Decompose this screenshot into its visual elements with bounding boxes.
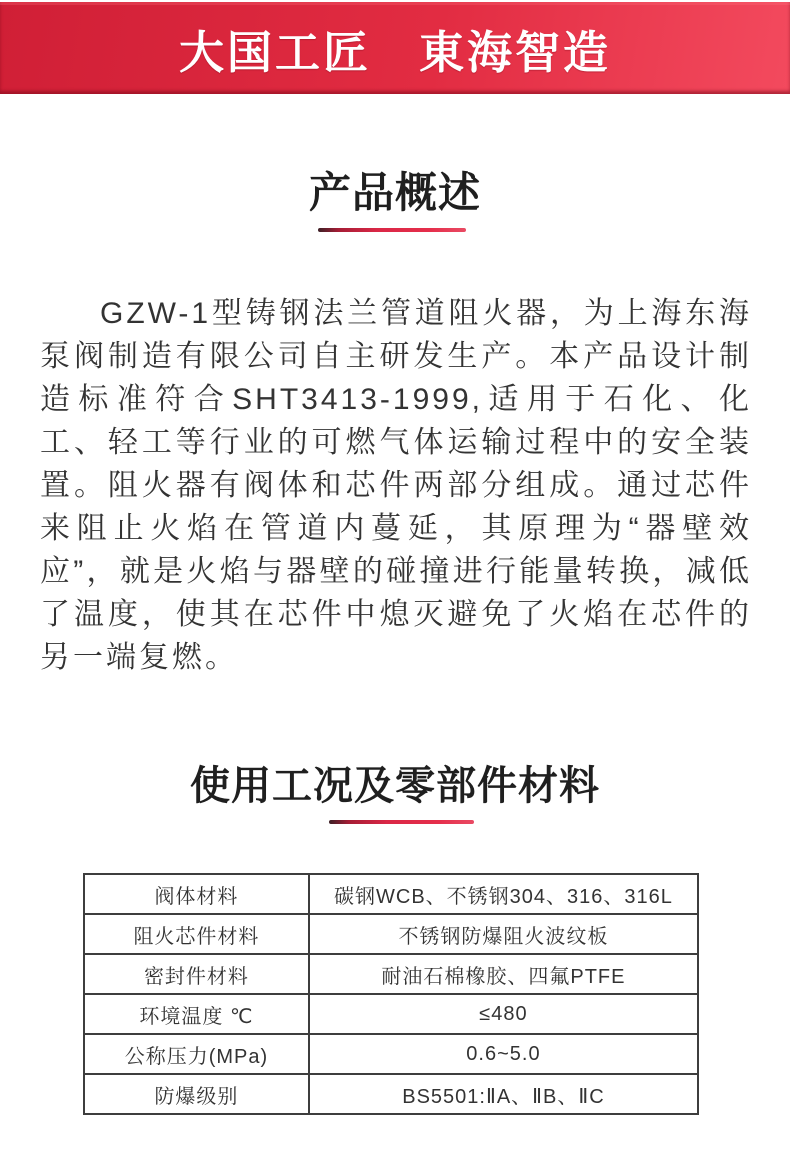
row-value-cell: BS5501:ⅡA、ⅡB、ⅡC xyxy=(309,1074,698,1114)
row-value-cell: 耐油石棉橡胶、四氟PTFE xyxy=(309,954,698,994)
usage-heading-underline xyxy=(329,820,474,824)
row-value-cell: 不锈钢防爆阻火波纹板 xyxy=(309,914,698,954)
brand-banner xyxy=(0,2,790,94)
table-row xyxy=(84,874,698,914)
banner-title: 大国工匠 東海智造 xyxy=(178,26,611,78)
overview-heading-underline xyxy=(318,228,466,232)
table-row xyxy=(84,954,698,994)
table-row xyxy=(84,994,698,1034)
row-label-cell: 阻火芯件材料 xyxy=(84,914,309,954)
row-value-cell: 0.6~5.0 xyxy=(309,1034,698,1074)
product-overview-heading: 产品概述 xyxy=(308,169,481,216)
row-value-cell: 碳钢WCB、不锈钢304、316、316L xyxy=(309,874,698,914)
table-row xyxy=(84,1034,698,1074)
row-label-cell: 环境温度 ℃ xyxy=(84,994,309,1034)
table-row xyxy=(84,1074,698,1114)
table-row xyxy=(84,914,698,954)
materials-table xyxy=(83,873,699,1115)
overview-paragraph: GZW-1型铸钢法兰管道阻火器，为上海东海泵阀制造有限公司自主研发生产。本产品设计制造标准符合SHT3413-1999,适用于石化、化工、轻工等行业的可燃气体运输过程中的安全装置。阻火器有阀体和芯件两部分组成。通过芯件来阻止火焰在管道内蔓延，其原理为“器壁效应”，就是火焰与器壁的碰撞进行能量转换，减低了温度，使其在芯件中熄灭避免了火焰在芯件的另一端复燃。 xyxy=(40,297,752,674)
usage-materials-heading: 使用工况及零部件材料 xyxy=(190,764,600,808)
row-value-cell: ≤480 xyxy=(309,994,698,1034)
row-label-cell: 密封件材料 xyxy=(84,954,309,994)
row-label-cell: 防爆级别 xyxy=(84,1074,309,1114)
row-label-cell: 公称压力(MPa) xyxy=(84,1034,309,1074)
row-label-cell: 阀体材料 xyxy=(84,874,309,914)
